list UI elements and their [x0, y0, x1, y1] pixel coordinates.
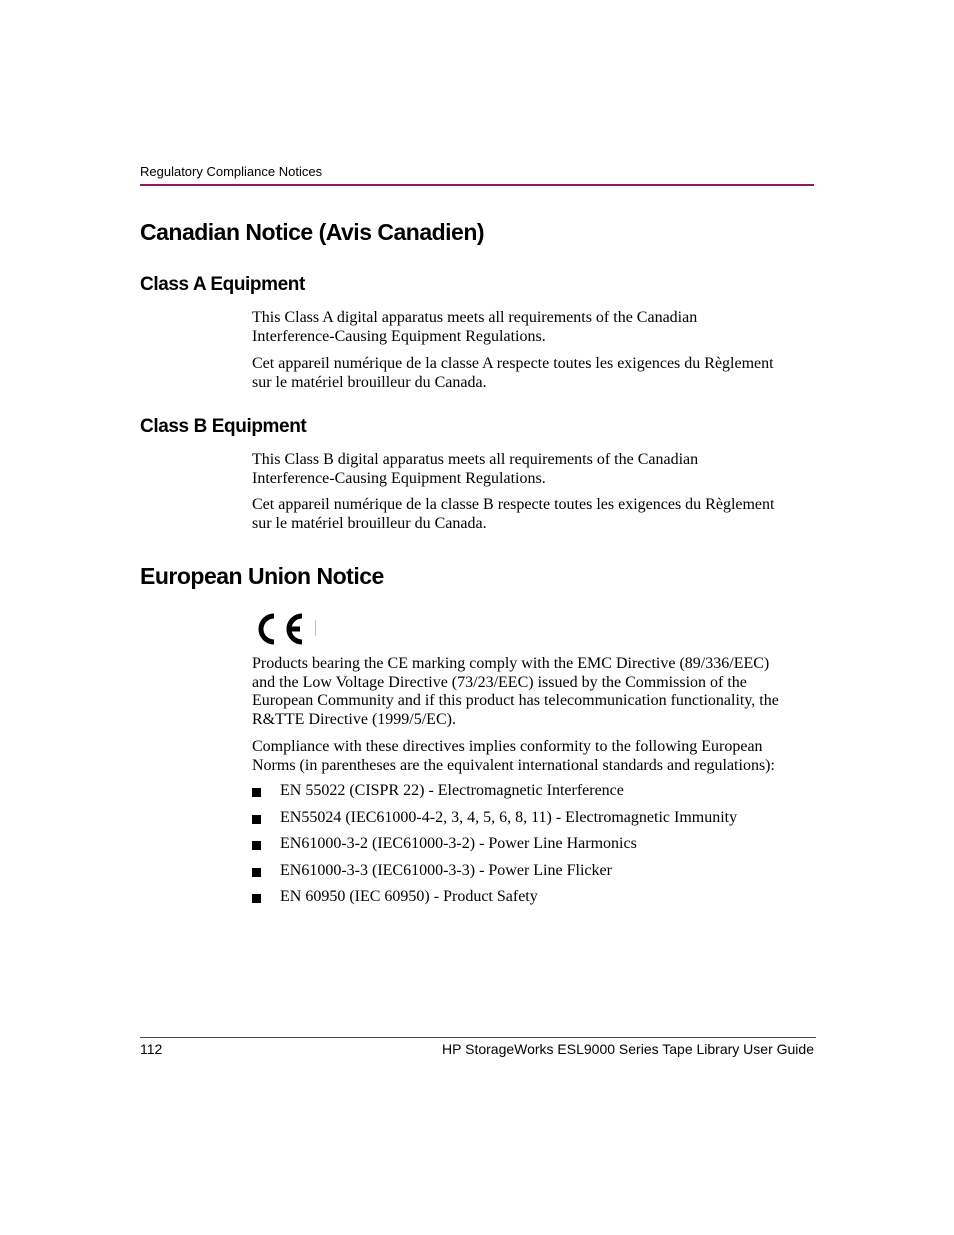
class-a-english-paragraph [252, 309, 822, 346]
square-bullet-icon [252, 815, 261, 824]
list-item [252, 888, 737, 915]
class-a-fr-line-1: Cet appareil numérique de la classe A respecte toutes les exigences du Règlement [252, 355, 774, 372]
class-b-french-paragraph [252, 496, 822, 533]
eu-compliance-paragraph [252, 738, 822, 775]
class-b-english-paragraph [252, 451, 822, 488]
list-item [252, 835, 737, 862]
square-bullet-icon [252, 894, 261, 903]
eu-para2-line: Norms (in parentheses are the equivalent international standards and regulations): [252, 756, 775, 774]
ce-marking-icon [256, 612, 320, 646]
norm-text: EN 60950 (IEC 60950) - Product Safety [280, 888, 538, 905]
class-a-en-line-2: Interference-Causing Equipment Regulations. [252, 327, 546, 345]
list-item [252, 782, 737, 809]
norm-text: EN55024 (IEC61000-4-2, 3, 4, 5, 6, 8, 11) - Electromagnetic Immunity [280, 808, 738, 826]
eu-para2-line: Compliance with these directives implies conformity to the following European [252, 738, 763, 755]
class-b-en-line-1: This Class B digital apparatus meets all requirements of the Canadian [252, 451, 699, 468]
norm-text: EN61000-3-3 (IEC61000-3-3) - Power Line Flicker [280, 861, 612, 879]
class-b-fr-line-2: sur le matériel brouilleur du Canada. [252, 514, 487, 532]
norm-text: EN61000-3-2 (IEC61000-3-2) - Power Line Harmonics [280, 835, 637, 852]
eu-para1-line: R&TTE Directive (1999/5/EC). [252, 710, 456, 728]
heading-canadian-notice: Canadian Notice (Avis Canadien) [140, 219, 485, 245]
square-bullet-icon [252, 841, 261, 850]
eu-para1-line: and the Low Voltage Directive (73/23/EEC) issued by the Commission of the [252, 673, 747, 691]
heading-european-union-notice: European Union Notice [140, 563, 384, 589]
list-item [252, 862, 737, 889]
heading-class-a: Class A Equipment [140, 274, 305, 295]
book-title: HP StorageWorks ESL9000 Series Tape Library User Guide [442, 1041, 814, 1057]
running-header: Regulatory Compliance Notices [140, 164, 323, 179]
eu-para1-line: European Community and if this product has telecommunication functionality, the [252, 692, 779, 710]
square-bullet-icon [252, 868, 261, 877]
class-a-en-line-1: This Class A digital apparatus meets all requirements of the Canadian [252, 309, 698, 326]
square-bullet-icon [252, 788, 261, 797]
footer-rule [140, 1037, 816, 1038]
class-b-en-line-2: Interference-Causing Equipment Regulations. [252, 469, 546, 487]
page-number: 112 [140, 1041, 163, 1057]
heading-class-b: Class B Equipment [140, 416, 307, 437]
header-rule [140, 184, 814, 186]
list-item [252, 809, 737, 836]
eu-directives-paragraph [252, 655, 822, 729]
norm-text: EN 55022 (CISPR 22) - Electromagnetic Interference [280, 782, 624, 799]
class-a-french-paragraph [252, 355, 822, 392]
eu-para1-line: Products bearing the CE marking comply with the EMC Directive (89/336/EEC) [252, 655, 770, 672]
class-b-fr-line-1: Cet appareil numérique de la classe B respecte toutes les exigences du Règlement [252, 496, 775, 513]
class-a-fr-line-2: sur le matériel brouilleur du Canada. [252, 373, 487, 391]
european-norms-list [252, 782, 737, 915]
